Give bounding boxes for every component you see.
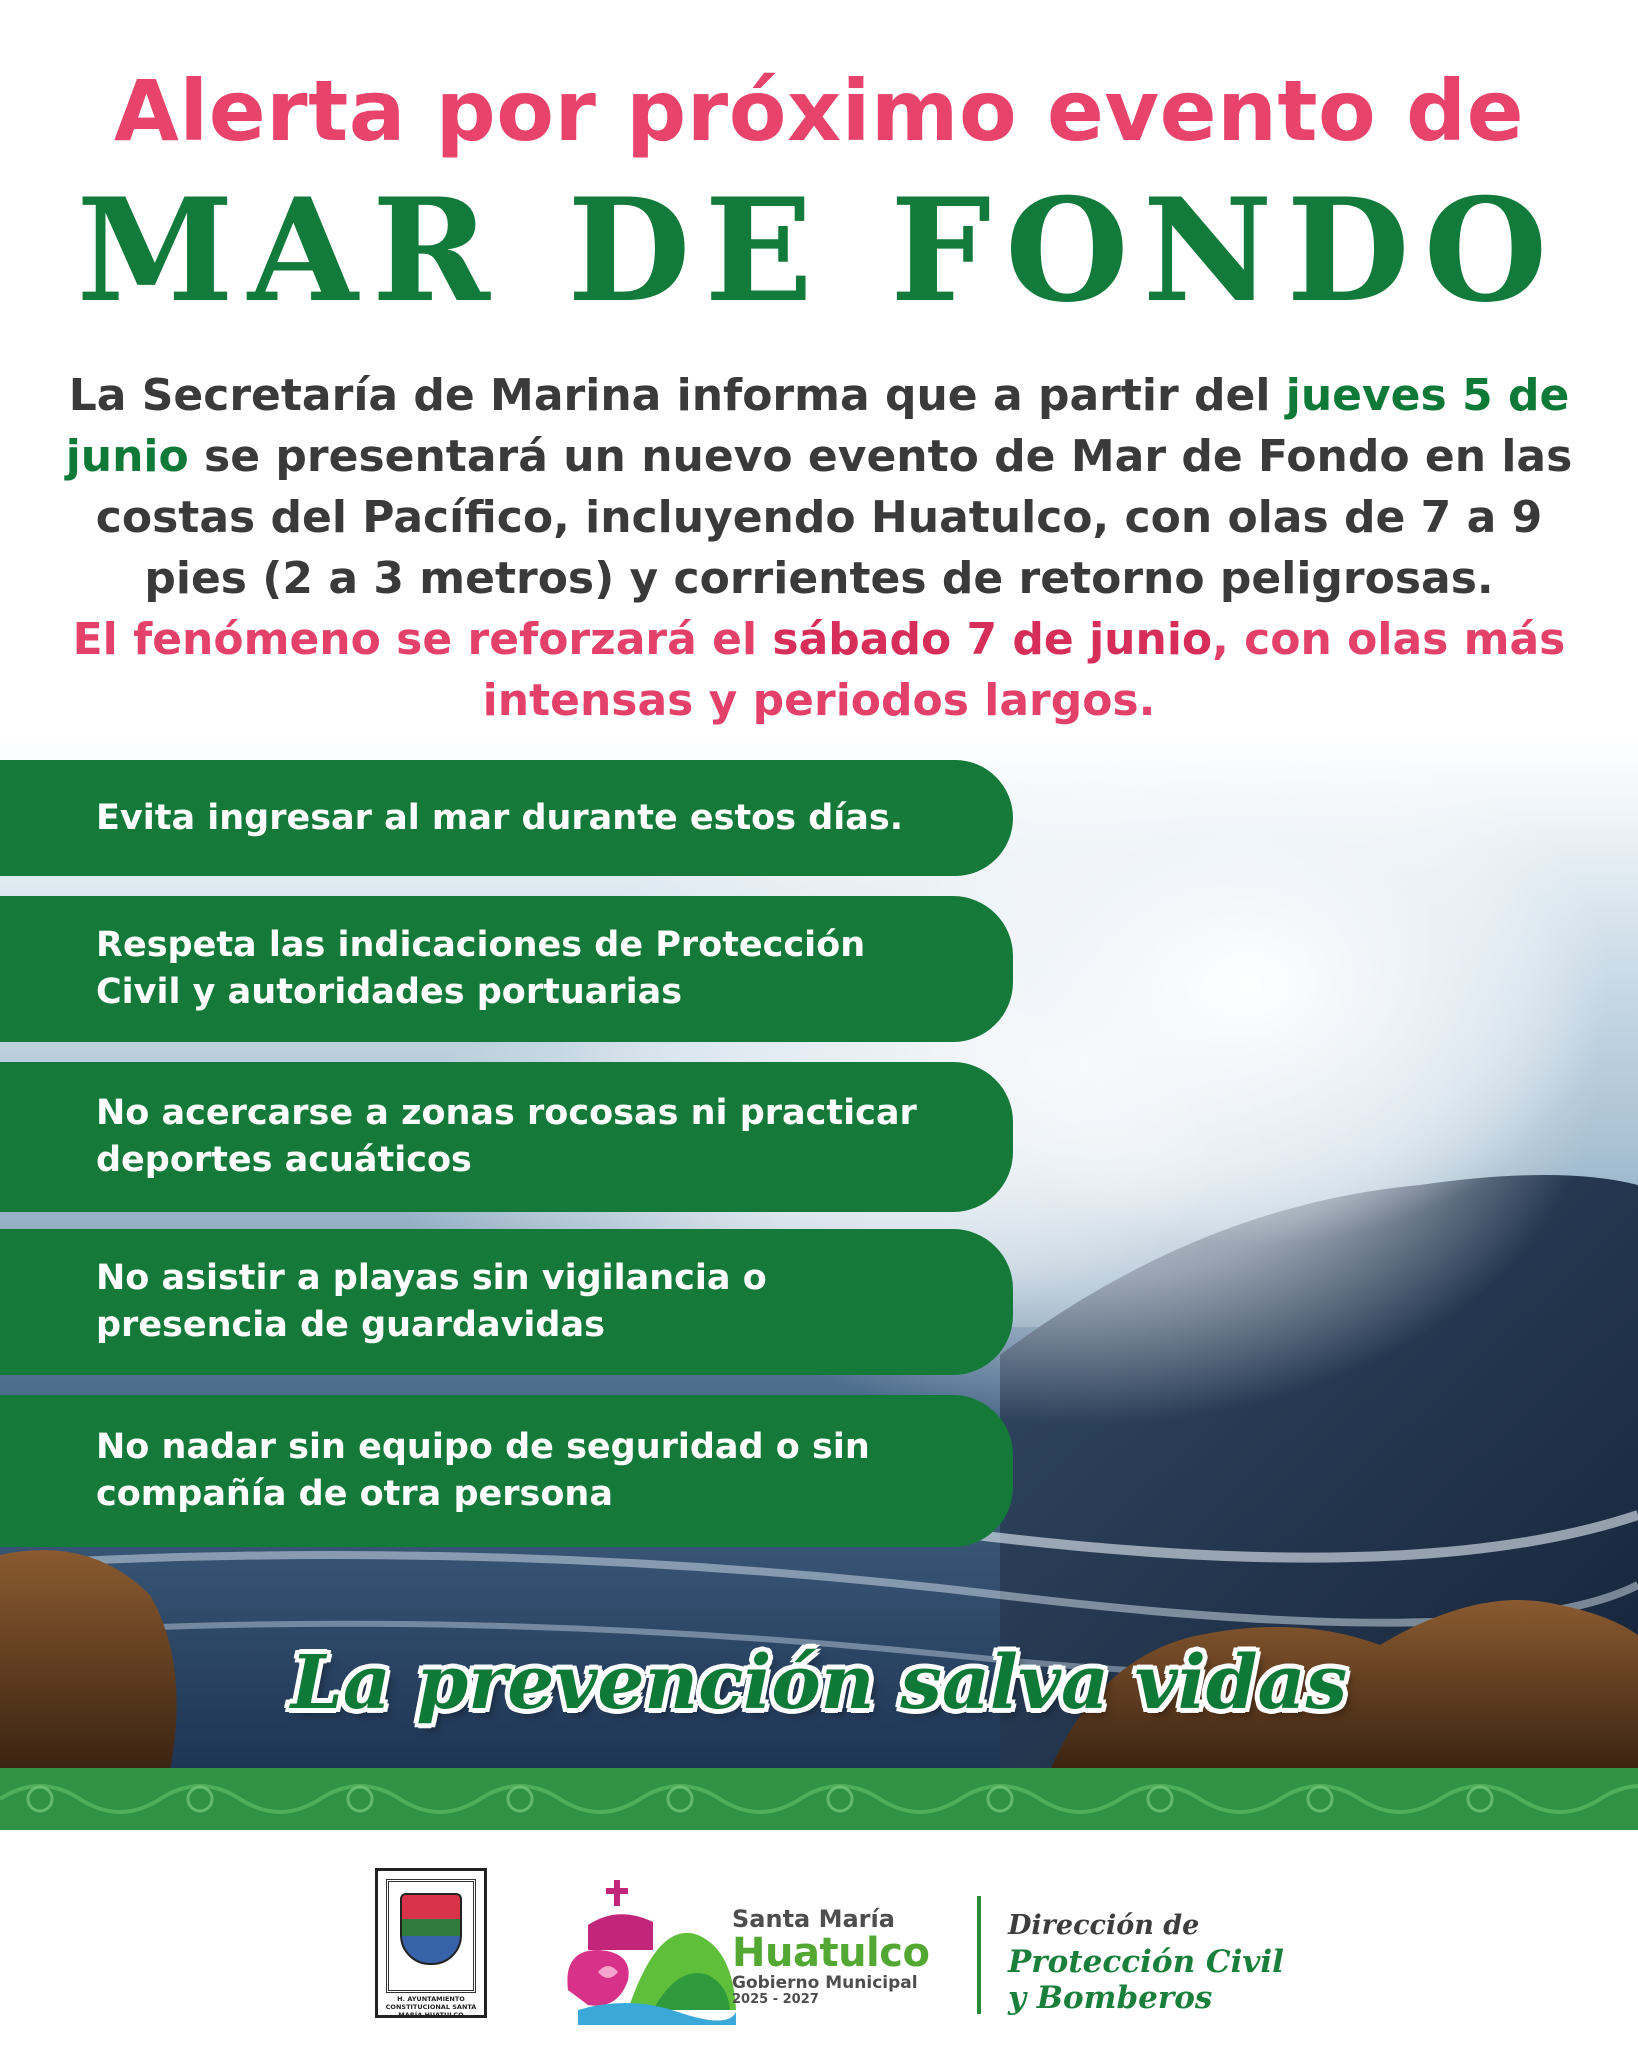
spiral-pattern — [0, 1768, 1638, 1830]
headline-mar-de-fondo: MAR DE FONDO — [76, 168, 1562, 334]
intro-date-1: jueves 5 de junio — [65, 370, 1570, 482]
tip-item — [0, 896, 1013, 1042]
tip-item — [0, 1062, 1013, 1212]
department-name — [1008, 1908, 1308, 2016]
intro-paragraph — [60, 365, 1578, 731]
dept-line-3: y Bomberos — [1008, 1980, 1213, 2016]
tip-item — [0, 760, 1013, 876]
brand-sub-text: Gobierno Municipal — [732, 1973, 918, 1993]
municipal-seal-logo — [375, 1868, 487, 2018]
tip-text: No nadar sin equipo de seguridad o sin compañía de otra persona — [96, 1427, 870, 1514]
brand-top-text: Santa María — [732, 1905, 895, 1933]
tip-text: No asistir a playas sin vigilancia o presencia de guardavidas — [96, 1258, 767, 1345]
tip-item — [0, 1229, 1013, 1375]
brand-main-text: Huatulco — [732, 1930, 930, 1976]
brand-years-text: 2025 - 2027 — [732, 1992, 819, 2007]
slogan: La prevención salva vidas — [290, 1640, 1348, 1726]
seal-caption: H. AYUNTAMIENTO CONSTITUCIONAL SANTA MARÍA HUATULCO — [385, 1995, 477, 2019]
intro-text-3: El fenómeno se reforzará el — [72, 614, 773, 665]
huatulco-emblem-logo — [558, 1880, 738, 2030]
tip-text: Evita ingresar al mar durante estos días. — [96, 797, 904, 838]
tip-text: Respeta las indicaciones de Protección Civil y autoridades portuarias — [96, 925, 866, 1012]
intro-text-1: La Secretaría de Marina informa que a partir del — [68, 370, 1286, 421]
seal-shield-icon — [400, 1893, 462, 1965]
intro-text-2: se presentará un nuevo evento de Mar de Fondo en las costas del Pacífico, incluyendo Huatulco, con olas de 7 a 9 pies (2 a 3 metros) y corrientes de retorno peligrosas. — [95, 431, 1573, 604]
tip-text: No acercarse a zonas rocosas ni practicar deportes acuáticos — [96, 1093, 917, 1180]
intro-date-2: sábado 7 de junio — [772, 614, 1213, 665]
intro-text-4: , con olas más intensas y periodos largos. — [482, 614, 1566, 726]
footer — [0, 1830, 1638, 2048]
decorative-band — [0, 1768, 1638, 1830]
footer-divider — [977, 1896, 981, 2014]
headline-alert: Alerta por próximo evento de — [113, 62, 1525, 160]
municipal-brand — [732, 1906, 962, 2007]
dept-line-1: Dirección de — [1008, 1910, 1200, 1941]
tip-item — [0, 1395, 1013, 1547]
dept-line-2: Protección Civil — [1008, 1944, 1284, 1980]
